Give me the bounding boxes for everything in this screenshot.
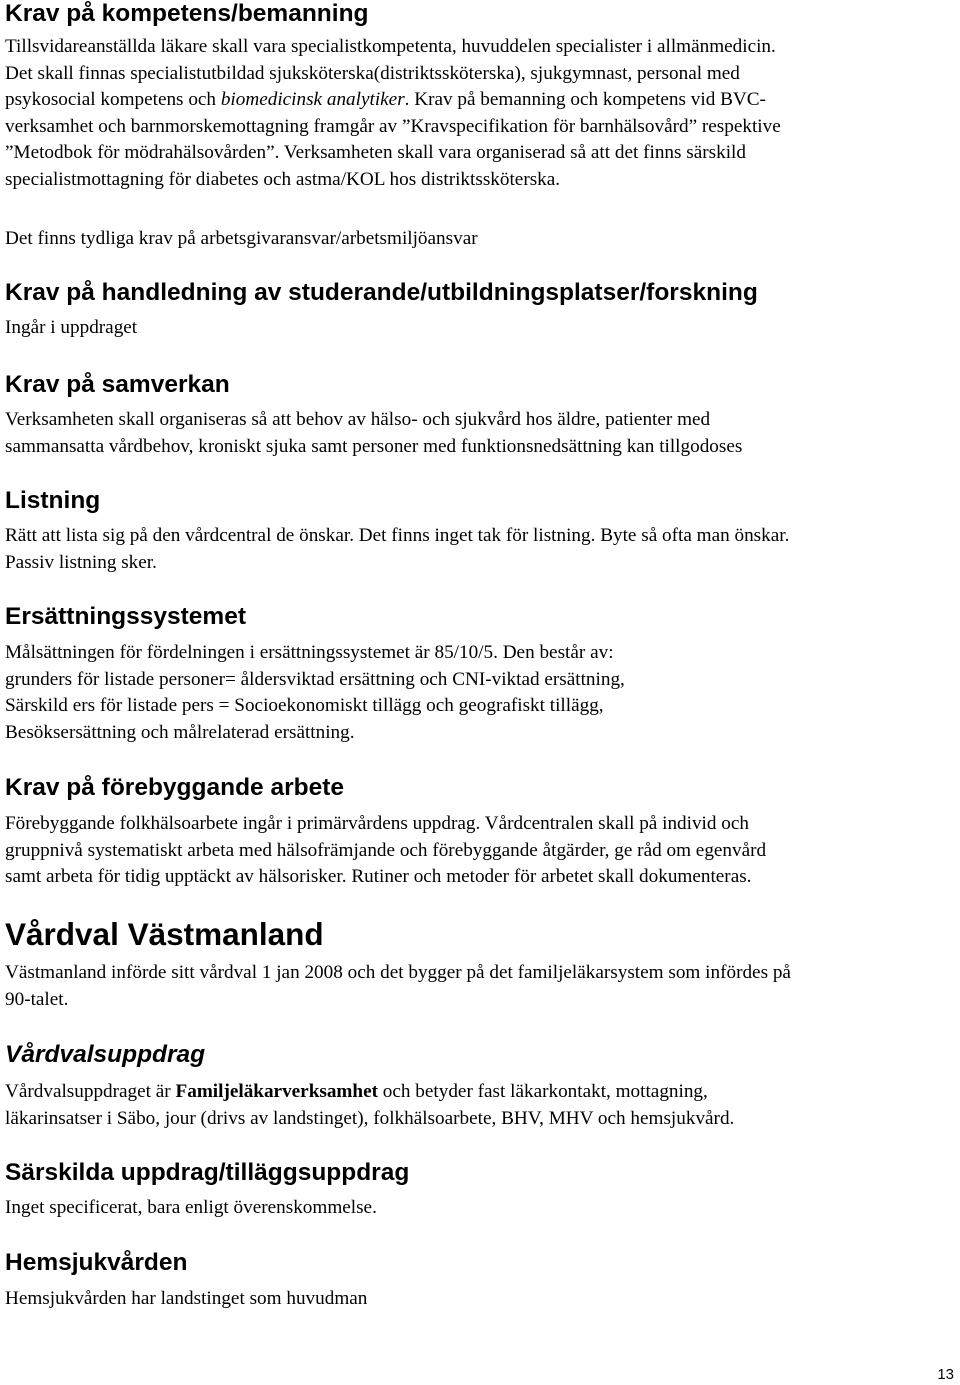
text-line: Förebyggande folkhälsoarbete ingår i primärvårdens uppdrag. Vårdcentralen skall på individ och — [5, 813, 749, 834]
paragraph-listning — [5, 523, 789, 576]
paragraph-sarskilda: Inget specificerat, bara enligt överenskommelse. — [5, 1197, 377, 1218]
paragraph-ersattning — [5, 640, 625, 746]
paragraph-handledning: Ingår i uppdraget — [5, 317, 138, 338]
text-line: Verksamheten skall organiseras så att behov av hälso- och sjukvård hos äldre, patienter med — [5, 409, 711, 430]
paragraph-hemsjukvard: Hemsjukvården har landstinget som huvudman — [5, 1288, 368, 1309]
heading-hemsjukvard: Hemsjukvården — [5, 1249, 188, 1276]
text-line: sammansatta vårdbehov, kroniskt sjuka samt personer med funktionsnedsättning kan tillgodoses — [5, 435, 743, 457]
paragraph-samverkan — [5, 407, 742, 460]
text-run: psykosocial kompetens och — [5, 89, 221, 110]
heading-vardvalsuppdrag: Vårdvalsuppdrag — [5, 1041, 206, 1068]
page-number: 13 — [937, 1366, 954, 1383]
heading-ersattning: Ersättningssystemet — [5, 603, 247, 630]
text-line: verksamhet och barnmorskemottagning framgår av ”Kravspecifikation för barnhälsovård” respektive — [5, 115, 781, 137]
text-run: . Krav på bemanning och kompetens vid BVC- — [404, 89, 766, 110]
heading-listning: Listning — [5, 487, 101, 514]
text-line: Rätt att lista sig på den vårdcentral de önskar. Det finns inget tak för listning. Byte så ofta man önskar. — [5, 525, 790, 546]
heading-samverkan: Krav på samverkan — [5, 371, 230, 398]
text-line: specialistmottagning för diabetes och astma/KOL hos distriktssköterska. — [5, 168, 561, 190]
text-line: Särskild ers för listade pers = Socioekonomiskt tillägg och geografiskt tillägg, — [5, 695, 604, 716]
text-line: samt arbeta för tidig upptäckt av hälsorisker. Rutiner och metoder för arbetet skall dokumenteras. — [5, 866, 752, 887]
text-line: Målsättningen för fördelningen i ersättningssystemet är 85/10/5. Den består av: — [5, 642, 614, 663]
text-run: och betyder fast läkarkontakt, mottagning, — [378, 1081, 708, 1102]
paragraph-arbetsgivaransvar: Det finns tydliga krav på arbetsgivaransvar/arbetsmiljöansvar — [5, 228, 478, 249]
heading-forebyggande: Krav på förebyggande arbete — [5, 774, 345, 801]
text-line: Besöksersättning och målrelaterad ersättning. — [5, 721, 355, 743]
text-run: Vårdvalsuppdraget är — [5, 1081, 176, 1102]
paragraph-kompetens — [5, 34, 781, 193]
text-line — [5, 1079, 734, 1106]
text-line: gruppnivå systematiskt arbeta med hälsofrämjande och förebyggande åtgärder, ge råd om egenvård — [5, 839, 767, 861]
paragraph-vardvalsuppdrag — [5, 1079, 734, 1132]
heading-kompetens: Krav på kompetens/bemanning — [5, 0, 369, 27]
text-line: Västmanland införde sitt vårdval 1 jan 2008 och det bygger på det familjeläkarsystem som infördes på — [5, 962, 791, 983]
bold-term: Familjeläkarverksamhet — [175, 1081, 378, 1102]
paragraph-forebyggande — [5, 811, 766, 891]
heading-sarskilda: Särskilda uppdrag/tilläggsuppdrag — [5, 1159, 410, 1186]
text-line: läkarinsatser i Säbo, jour (drivs av landstinget), folkhälsoarbete, BHV, MHV och hemsjukvård. — [5, 1107, 735, 1129]
text-line: Det skall finnas specialistutbildad sjuksköterska(distriktssköterska), sjukgymnast, personal med — [5, 62, 740, 84]
heading-handledning: Krav på handledning av studerande/utbildningsplatser/forskning — [5, 279, 758, 306]
text-line: 90-talet. — [5, 988, 69, 1010]
text-line: Passiv listning sker. — [5, 551, 157, 573]
italic-term: biomedicinsk analytiker — [220, 89, 405, 110]
text-line: Tillsvidareanställda läkare skall vara specialistkompetenta, huvuddelen specialister i allmänmedicin. — [5, 36, 776, 57]
text-line — [5, 87, 781, 114]
paragraph-vardval — [5, 960, 791, 1013]
text-line: grunders för listade personer= åldersviktad ersättning och CNI-viktad ersättning, — [5, 668, 625, 690]
heading-vardval: Vårdval Västmanland — [5, 916, 324, 952]
text-line: ”Metodbok för mödrahälsovården”. Verksamheten skall vara organiserad så att det finns särskild — [5, 142, 746, 163]
